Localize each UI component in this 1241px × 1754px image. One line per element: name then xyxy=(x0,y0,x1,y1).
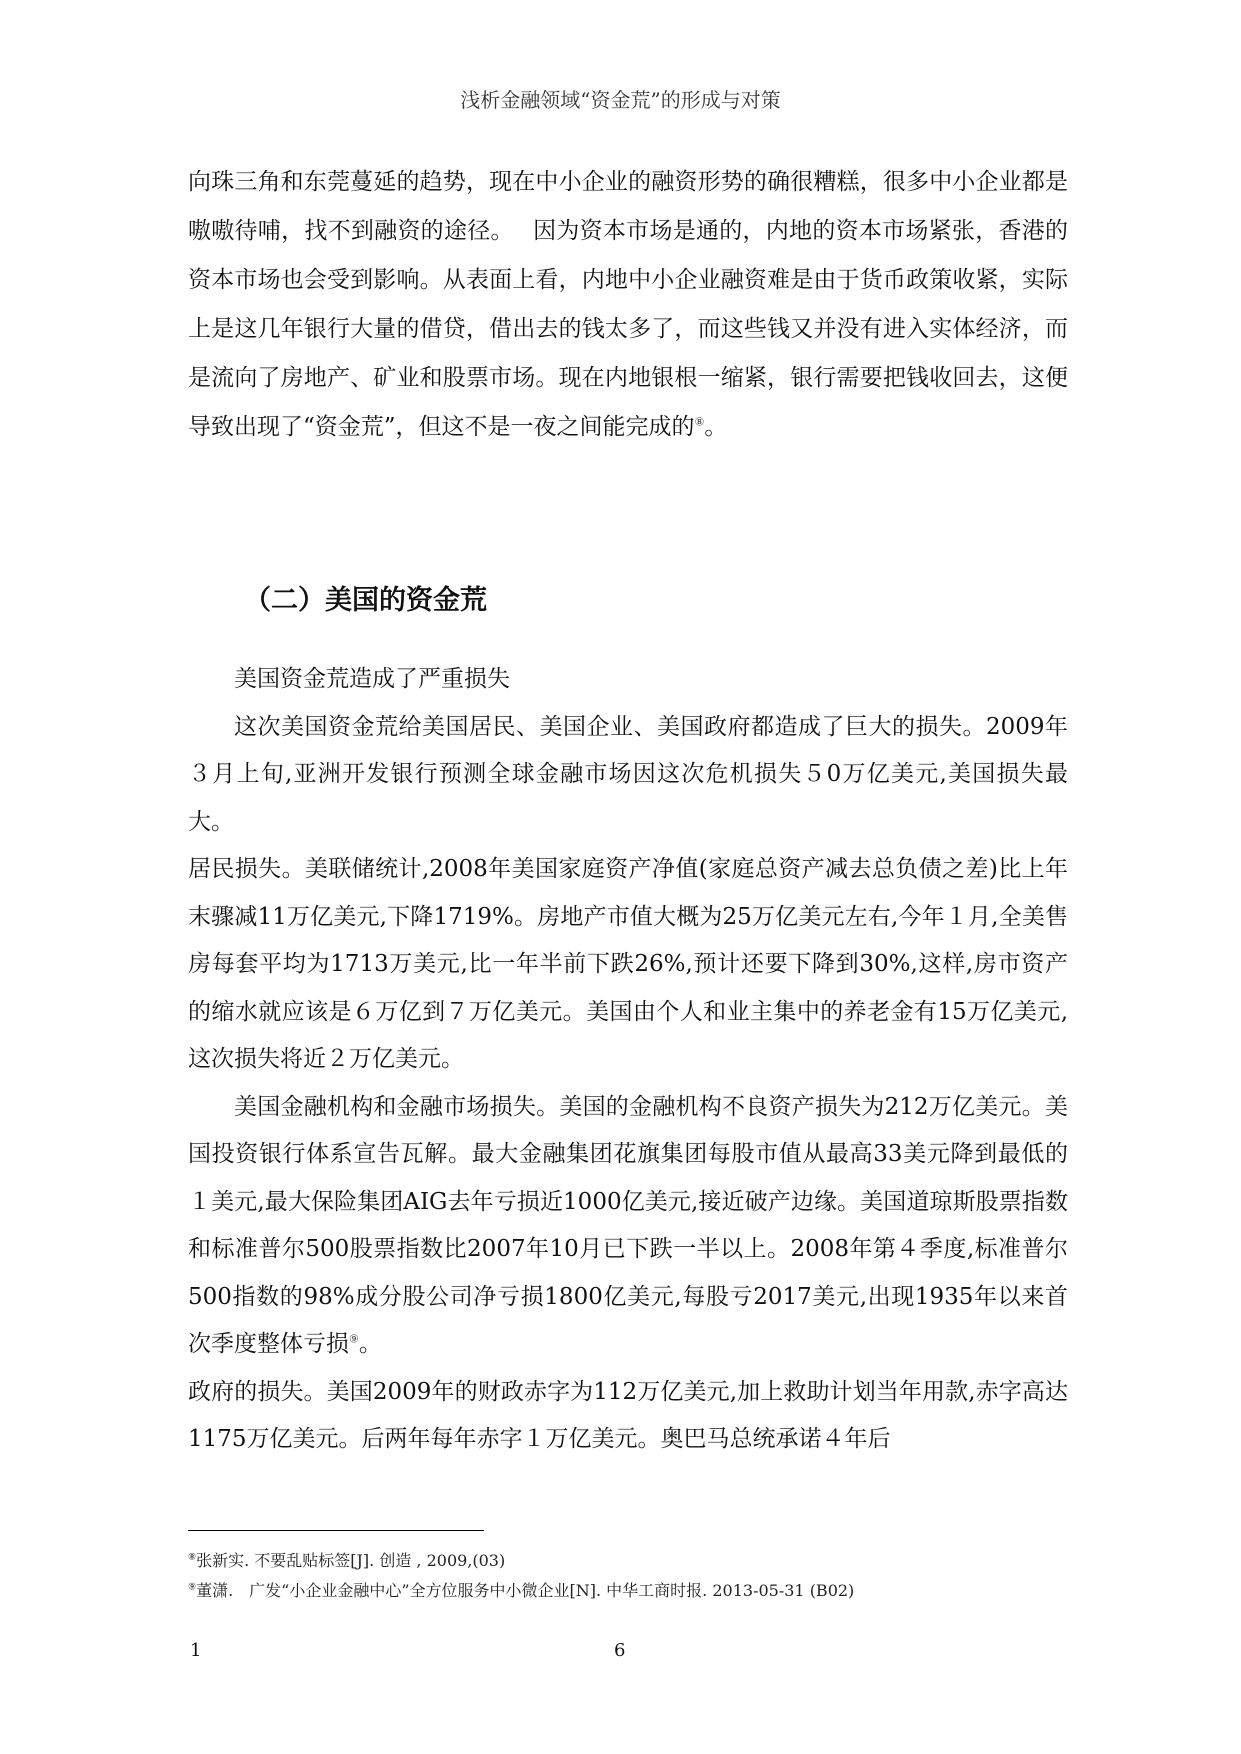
footnote xyxy=(188,1576,1088,1606)
subheading: 美国资金荒造成了严重损失 xyxy=(234,666,510,692)
footer-left-number: 1 xyxy=(190,1640,202,1661)
paragraph-end: 。 xyxy=(358,1331,382,1357)
paragraph: 这次美国资金荒给美国居民、美国企业、美国政府都造成了巨大的损失。2009年３月上旬,亚洲开发银行预测全球金融市场因这次危机损失５0万亿美元,美国损失最大。 xyxy=(188,713,1068,835)
paragraph xyxy=(188,158,1068,452)
footnote xyxy=(188,1546,1088,1576)
footnote-ref[interactable]: ⑧ xyxy=(694,415,705,429)
footnote-ref[interactable]: ⑨ xyxy=(349,1332,359,1346)
page-number: 6 xyxy=(614,1640,626,1661)
section2-body xyxy=(188,656,1068,1464)
footnote-text: 张新实. 不要乱贴标签[J]. 创造 , 2009,(03) xyxy=(196,1551,506,1570)
paragraph-end: 。 xyxy=(704,414,728,440)
paragraph-text: 美国金融机构和金融市场损失。美国的金融机构不良资产损失为212万亿美元。美国投资银行体系宣告瓦解。最大金融集团花旗集团每股市值从最高33美元降到最低的１美元,最大保险集团AIG去年亏损近1000亿美元,接近破产边缘。美国道琼斯股票指数和标准普尔500股票指数比2007年10月已下跌一半以上。2008年第４季度,标准普尔500指数的98%成分股公司净亏损1800亿美元,每股亏2017美元,出现1935年以来首次季度整体亏损 xyxy=(188,1093,1068,1357)
footnote-mark: ⑨ xyxy=(188,1582,197,1593)
paragraph xyxy=(188,1084,1068,1369)
paragraph: 居民损失。美联储统计,2008年美国家庭资产净值(家庭总资产减去总负债之差)比上年末骤减11万亿美元,下降1719%。房地产市值大概为25万亿美元左右,今年１月,全美售房每套平均为1713万美元,比一年半前下跌26%,预计还要下降到30%,这样,房市资产的缩水就应该是６万亿到７万亿美元。美国由个人和业主集中的养老金有15万亿美元,这次损失将近２万亿美元。 xyxy=(188,856,1068,1072)
footnotes xyxy=(188,1546,1088,1606)
section-heading: （二）美国的资金荒 xyxy=(244,585,487,616)
footnote-mark: ⑧ xyxy=(188,1552,197,1563)
paragraph-text: 向珠三角和东莞蔓延的趋势，现在中小企业的融资形势的确很糟糕，很多中小企业都是嗷嗷待哺，找不到融资的途径。 因为资本市场是通的，内地的资本市场紧张，香港的资本市场也会受到影响。从表面上看，内地中小企业融资难是由于货币政策收紧，实际上是这几年银行大量的借贷，借出去的钱太多了，而这些钱又并没有进入实体经济，而是流向了房地产、矿业和股票市场。现在内地银根一缩紧，银行需要把钱收回去，这便导致出现了“资金荒”，但这不是一夜之间能完成的 xyxy=(188,169,1068,440)
section1-body xyxy=(188,158,1068,452)
running-header: 浅析金融领域“资金荒”的形成与对策 xyxy=(460,88,781,112)
footnote-text: 董潇. 广发“小企业金融中心”全方位服务中小微企业[N]. 中华工商时报. 2013-05-31 (B02) xyxy=(196,1581,855,1600)
footnote-divider xyxy=(188,1530,484,1531)
paragraph: 政府的损失。美国2009年的财政赤字为112万亿美元,加上救助计划当年用款,赤字高达1175万亿美元。后两年每年赤字１万亿美元。奥巴马总统承诺４年后 xyxy=(188,1378,1068,1452)
